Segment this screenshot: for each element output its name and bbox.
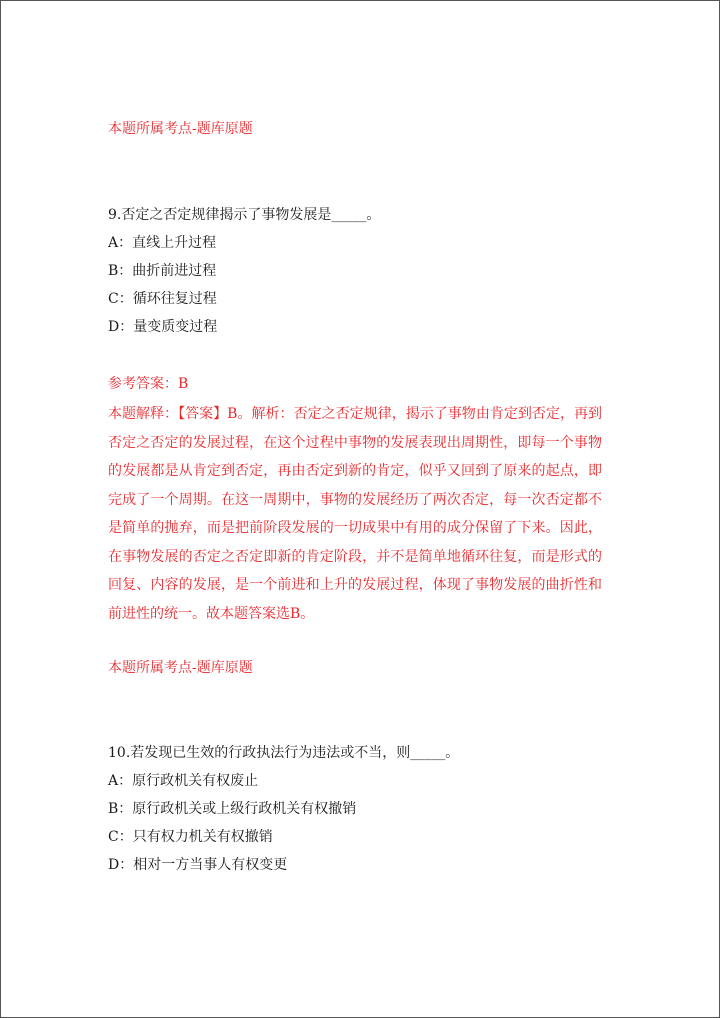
- section-label-middle: 本题所属考点-题库原题: [108, 660, 253, 676]
- question-10-option-b: B：原行政机关或上级行政机关有权撤销: [108, 801, 357, 817]
- question-9-answer: 参考答案：B: [108, 376, 189, 392]
- question-9-explanation: 本题解释：【答案】B。解析：否定之否定规律，揭示了事物由肯定到否定，再到否定之否定的发展过程，在这个过程中事物的发展表现出周期性，即每一个事物的发展都是从肯定到否定，再由否定到新的肯定，似乎又回到了原来的起点，即完成了一个周期。在这一周期中，事物的发展经历了两次否定，每一次否定都不是简单的抛弃，而是把前阶段发展的一切成果中有用的成分保留了下来。因此，在事物发展的否定之否定即新的肯定阶段，并不是简单地循环往复，而是形式的回复、内容的发展，是一个前进和上升的发展过程，体现了事物发展的曲折性和前进性的统一。故本题答案选B。: [108, 406, 602, 622]
- question-9-option-c: C：循环往复过程: [108, 291, 217, 307]
- question-9-option-d: D：量变质变过程: [108, 319, 218, 335]
- question-10-option-a: A：原行政机关有权废止: [108, 773, 259, 789]
- question-9-stem: 9.否定之否定规律揭示了事物发展是_____。: [108, 207, 381, 223]
- section-label-top: 本题所属考点-题库原题: [108, 121, 253, 137]
- question-9-option-b: B：曲折前进过程: [108, 263, 217, 279]
- question-10-option-c: C：只有权力机关有权撤销: [108, 829, 273, 845]
- question-10-stem: 10.若发现已生效的行政执法行为违法或不当，则_____。: [108, 745, 460, 761]
- question-9-option-a: A：直线上升过程: [108, 235, 217, 251]
- question-10-option-d: D：相对一方当事人有权变更: [108, 857, 288, 873]
